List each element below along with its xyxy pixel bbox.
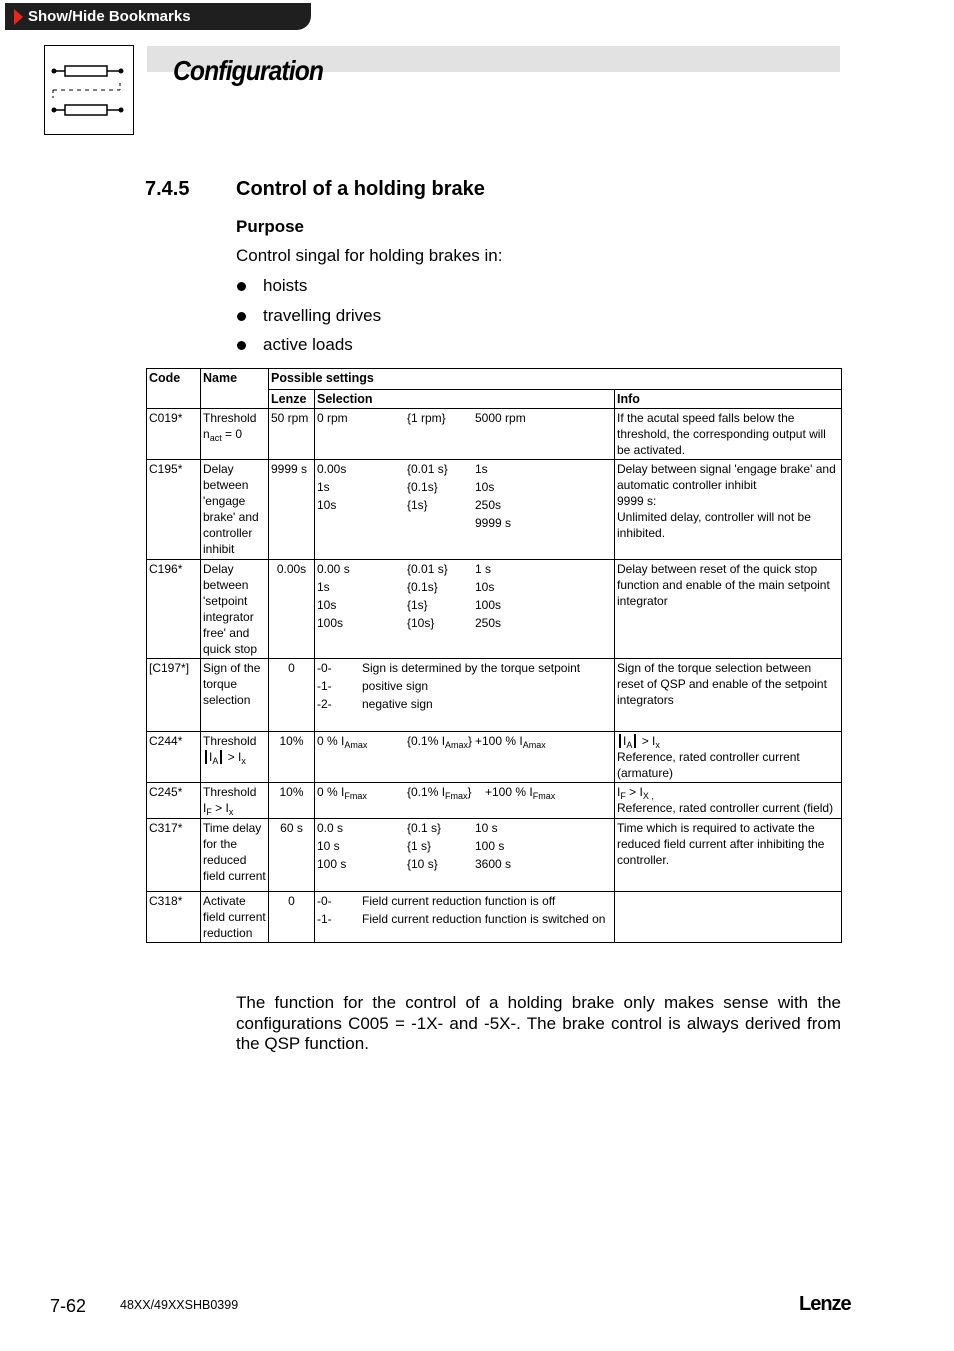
table-row: C245* Threshold $I_F > I_x$ 10% 0 % $I_{Fmax}$ {0.1% $I_{Fmax}$} +100 % $I_{Fmax}$ $I_F > I_{X ,}$ Reference, rated controller current (field)	[147, 783, 842, 819]
table-row: C019* Threshold $n_{act} = 0$ 50 rpm 0 rpm {1 rpm} 5000 rpm If the acutal speed falls below the threshold, the corresponding output will be activated.	[147, 409, 842, 460]
document-code: 48XX/49XXSHB0399	[120, 1298, 239, 1312]
closing-paragraph: The function for the control of a holding brake only makes sense with the configurations C005 = -1X- and -5X-. The brake control is always derived from the QSP function.	[236, 993, 841, 1053]
bullet-icon	[237, 282, 246, 291]
header-lenze: Lenze	[269, 390, 315, 409]
section-number: 7.4.5	[145, 178, 190, 200]
table-row: C195* Delay between 'engage brake' and controller inhibit 9999 s 0.00s {0.01 s} 1s 1s {0.1s} 10s 10s {1s} 250s 9999 s Delay between signal 'engage brake' and automatic controller inhibit 9999 s: Unlimited delay, controller will not be inhibited.	[147, 460, 842, 560]
table-row: [C197*] Sign of the torque selection 0 -0- Sign is determined by the torque setpoint -1- positive sign -2- negative sign Sign of the torque selection between reset of QSP and enable of the setpoint integrators	[147, 659, 842, 732]
purpose-heading: Purpose	[236, 217, 305, 236]
bullet-icon	[237, 312, 246, 321]
triangle-right-icon	[14, 9, 23, 25]
page-number: 7-62	[50, 1296, 87, 1316]
header-code: Code	[147, 369, 201, 409]
header-info: Info	[615, 390, 842, 409]
show-hide-bookmarks-button[interactable]	[5, 3, 311, 30]
bookmarks-label: Show/Hide Bookmarks	[28, 8, 191, 25]
page-title: Configuration	[173, 55, 324, 86]
header-selection: Selection	[315, 390, 615, 409]
table-row: C244* Threshold $I_A > I_x$ 10% 0 % $I_{Amax}$ {0.1% $I_{Amax}$} +100 % $I_{Amax}$ $I_A > I_x$ Reference, rated controller current (armature)	[147, 732, 842, 783]
table-row: C317* Time delay for the reduced field current 60 s 0.0 s {0.1 s} 10 s 10 s {1 s} 100 s 100 s {10 s} 3600 s Time which is required to activate the reduced field current after inhibiting the controller.	[147, 819, 842, 892]
list-item: travelling drives	[236, 306, 381, 336]
bullet-icon	[237, 341, 246, 350]
configuration-schematic-icon	[44, 45, 134, 135]
table-row: C318* Activate field current reduction 0 -0- Field current reduction function is off -1- Field current reduction function is switched on	[147, 892, 842, 943]
intro-text: Control singal for holding brakes in:	[236, 246, 503, 265]
header-possible-settings: Possible settings	[269, 369, 842, 390]
section-title: Control of a holding brake	[236, 178, 485, 200]
header-name: Name	[201, 369, 269, 409]
list-item: hoists	[236, 276, 381, 306]
bullet-list	[236, 276, 381, 365]
parameter-table	[146, 368, 842, 943]
lenze-logo: Lenze	[799, 1293, 851, 1315]
table-row: C196* Delay between 'setpoint integrator free' and quick stop 0.00s 0.00 s {0.01 s} 1 s 1s {0.1s} 10s 10s {1s} 100s 100s {10s} 250s Delay between reset of the quick stop function and enable of the main setpoint integrator	[147, 560, 842, 659]
list-item: active loads	[236, 335, 381, 365]
